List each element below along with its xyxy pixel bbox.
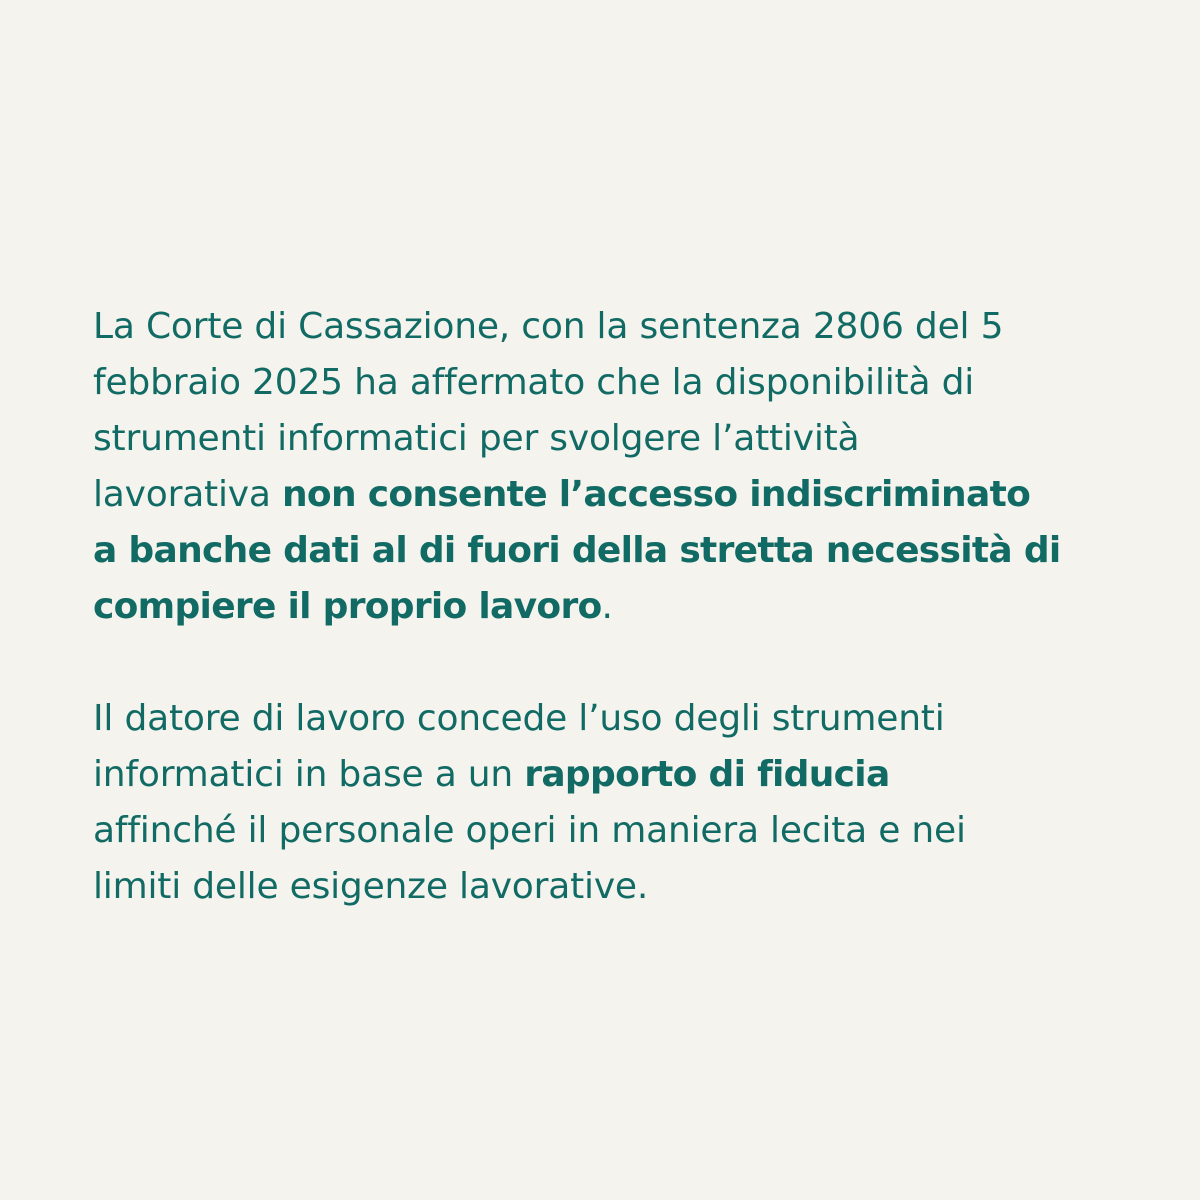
emphasis-text: rapporto di fiducia <box>524 754 890 795</box>
paragraph-datore <box>93 691 1123 915</box>
text-block <box>93 299 1123 915</box>
text-line <box>93 803 1123 859</box>
text-line <box>93 523 1123 579</box>
emphasis-text: a banche dati al di fuori della stretta necessità di <box>93 530 1061 571</box>
text-line <box>93 299 1123 355</box>
line-text: febbraio 2025 ha affermato che la disponibilità di <box>93 362 975 403</box>
line-text: La Corte di Cassazione, con la sentenza 2806 del 5 <box>93 306 1004 347</box>
emphasis-text: compiere il proprio lavoro <box>93 586 602 627</box>
line-text: Il datore di lavoro concede l’uso degli strumenti <box>93 698 945 739</box>
text-line <box>93 411 1123 467</box>
text-line <box>93 747 1123 803</box>
text-line <box>93 859 1123 915</box>
line-text: limiti delle esigenze lavorative. <box>93 866 649 907</box>
line-text: affinché il personale operi in maniera lecita e nei <box>93 810 966 851</box>
line-text: strumenti informatici per svolgere l’attività <box>93 418 860 459</box>
text-line <box>93 467 1123 523</box>
text-line <box>93 691 1123 747</box>
paragraph-sentenza <box>93 299 1123 635</box>
emphasis-text: non consente l’accesso indiscriminato <box>281 474 1031 515</box>
line-text: lavorativa <box>93 474 282 515</box>
line-text: . <box>601 586 613 627</box>
line-text: informatici in base a un <box>93 754 525 795</box>
text-line <box>93 579 1123 635</box>
text-line <box>93 355 1123 411</box>
